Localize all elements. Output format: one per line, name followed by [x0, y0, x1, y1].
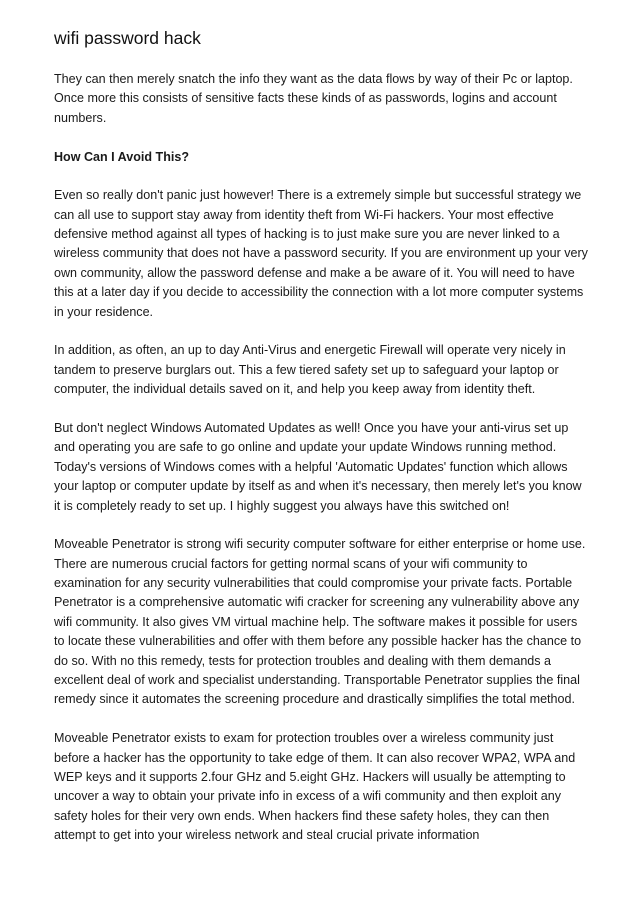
- paragraph-penetrator-exam: Moveable Penetrator exists to exam for protection troubles over a wireless community just before a hacker has the opportunity to take edge of them. It can also recover WPA2, WPA and WEP keys and it supports 2.four GHz and 5.eight GHz. Hackers will usually be attempting to uncover a way to obtain your private info in excess of a wifi community and then exploit any safety holes for their very own ends. When hackers find these safety holes, they can then attempt to get into your wireless network and steal crucial private information: [54, 731, 576, 843]
- paragraph-updates: But don't neglect Windows Automated Updates as well! Once you have your anti-virus set up and operating you are safe to go online and update your update Windows running method. Today's versions of Windows comes with a helpful 'Automatic Updates' function which allows your laptop or computer update by itself as and when it's necessary, then merely let's you know it is completely ready to set up. I highly suggest you always have this switched on!: [54, 420, 582, 513]
- section-heading: How Can I Avoid This?: [54, 149, 189, 164]
- document-body: [54, 70, 589, 865]
- paragraph-antivirus: In addition, as often, an up to day Anti-Virus and energetic Firewall will operate very nicely in tandem to preserve burglars out. This a few tiered safety set up to safeguard your laptop or computer, the individual details saved on it, and help you keep away from identity theft.: [54, 343, 566, 397]
- paragraph-intro: They can then merely snatch the info they want as the data flows by way of their Pc or laptop. Once more this consists of sensitive facts these kinds of as passwords, logins and account numbers.: [54, 72, 573, 125]
- paragraph-penetrator: Moveable Penetrator is strong wifi security computer software for either enterprise or home use. There are numerous crucial factors for getting normal scans of your wifi community to examination for any security vulnerabilities that could compromise your private facts. Portable Penetrator is a comprehensive automatic wifi cracker for screening any vulnerability above any wifi community. It also gives VM virtual machine help. The software makes it possible for users to locate these vulnerabilities and offer with them before any possible hacker has the chance to do so. With no this remedy, tests for protection troubles and dealing with them demands a excellent deal of work and specialist understanding. Transportable Penetrator supplies the final remedy since it automates the screening procedure and drastically simplifies the total method.: [54, 537, 586, 707]
- page-title: wifi password hack: [54, 28, 201, 48]
- paragraph-panic: Even so really don't panic just however! There is a extremely simple but successful strategy we can all use to support stay away from identity theft from Wi-Fi hackers. Your most effective defensive method against all types of hacking is to just make sure you are never linked to a wireless community that does not have a password security. If you are environment up your very own community, allow the password defense and make a be aware of it. You will need to have this at a later day if you decide to accessibility the connection with a lot more computer systems in your residence.: [54, 188, 588, 319]
